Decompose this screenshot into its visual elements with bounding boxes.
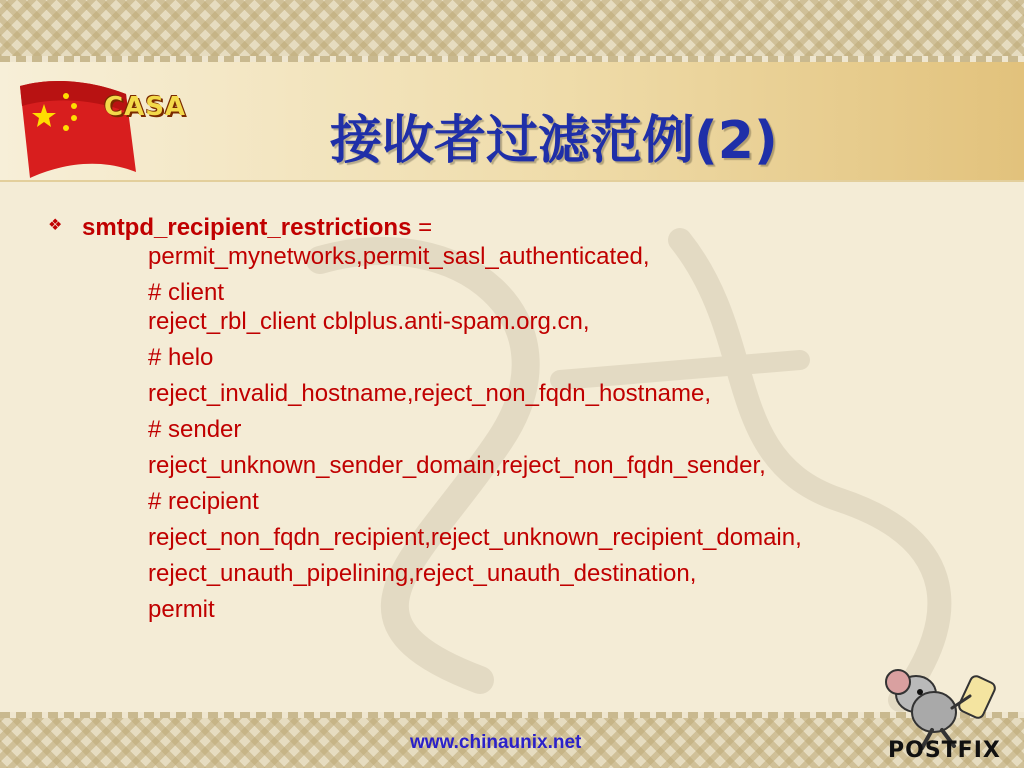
config-line: reject_invalid_hostname,reject_non_fqdn_hostname, (148, 380, 712, 407)
top-decorative-band (0, 0, 1024, 62)
diamond-bullet-icon: ❖ (48, 217, 63, 234)
config-line: reject_non_fqdn_recipient,reject_unknown_recipient_domain, (148, 524, 802, 551)
config-line: permit (148, 596, 215, 623)
casa-flag-logo (16, 72, 206, 182)
config-comment: # helo (148, 344, 214, 371)
parameter-name: smtpd_recipient_restrictions (82, 214, 412, 241)
config-line: reject_rbl_client cblplus.anti-spam.org.cn, (148, 308, 590, 335)
postfix-logo-label: POSTFIX (888, 738, 1001, 763)
slide-body (44, 212, 1004, 626)
logo-text: CASA (104, 92, 187, 122)
equals-sign: = (411, 214, 433, 241)
config-line: reject_unauth_pipelining,reject_unauth_destination, (148, 560, 697, 587)
config-comment: # client (148, 279, 225, 306)
footer-website-link[interactable]: www.chinaunix.net (410, 732, 582, 753)
config-line: permit_mynetworks,permit_sasl_authenticated, (148, 243, 650, 270)
config-comment: # sender (148, 416, 242, 443)
config-comment: # recipient (148, 488, 259, 515)
config-parameter-row (44, 212, 1004, 244)
config-line: reject_unknown_sender_domain,reject_non_fqdn_sender, (148, 452, 766, 479)
slide-title: 接收者过滤范例(2) (330, 111, 778, 171)
